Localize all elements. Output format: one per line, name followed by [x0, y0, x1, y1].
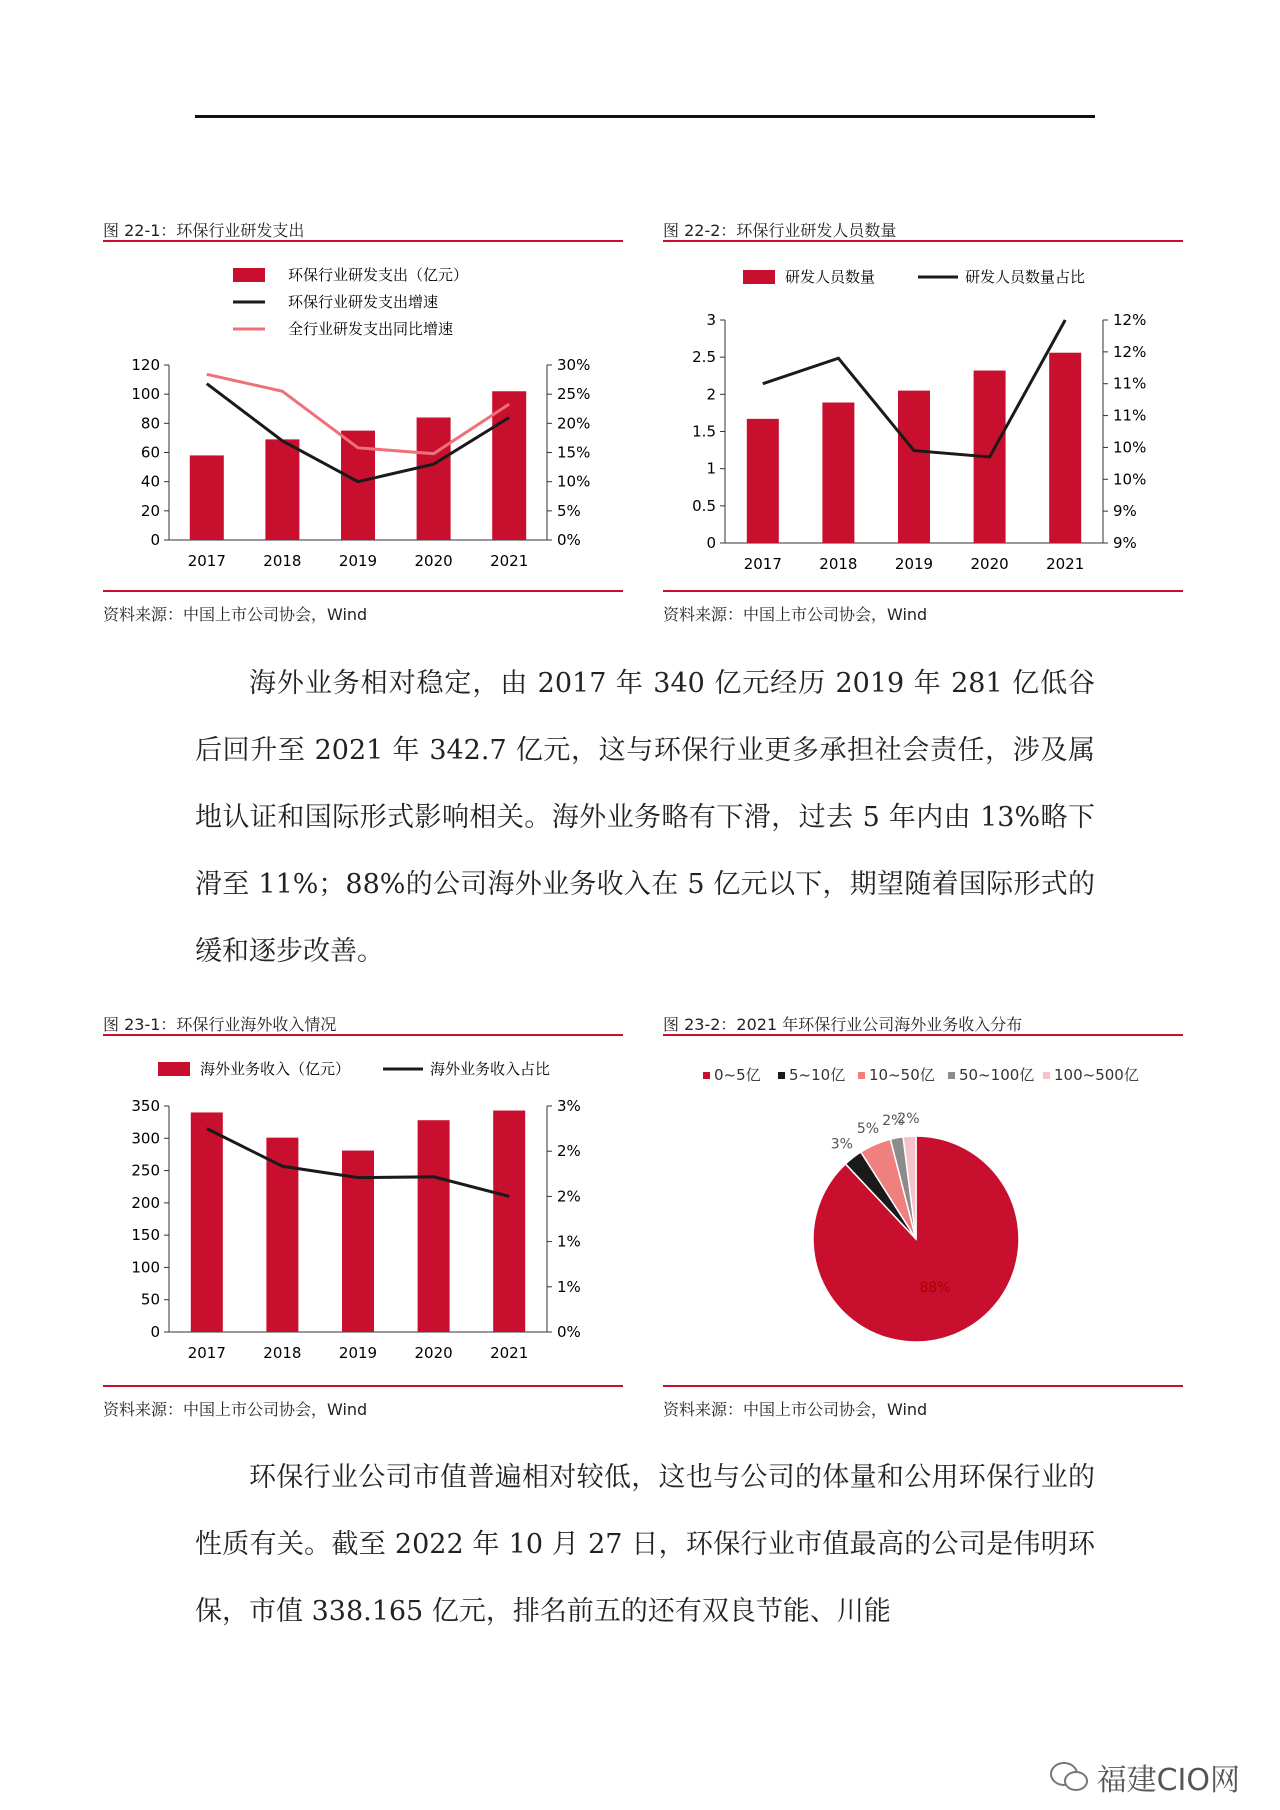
- fig23-2-bottom-rule: [663, 1385, 1183, 1387]
- y-tick-label: 0: [150, 531, 160, 549]
- bar: [898, 391, 930, 543]
- y-tick-label: 1.5: [692, 422, 716, 441]
- x-tick-label: 2021: [490, 552, 529, 570]
- y2-tick-label: 10%: [1113, 438, 1147, 457]
- legend-label: 10~50亿: [869, 1066, 935, 1084]
- fig22-1-bottom-rule: [103, 590, 623, 592]
- y2-tick-label: 12%: [1113, 342, 1147, 361]
- y-tick-label: 1: [706, 459, 716, 478]
- y-tick-label: 40: [140, 472, 160, 491]
- y-tick-label: 2.5: [692, 348, 716, 367]
- bar: [418, 1120, 450, 1332]
- y2-tick-label: 9%: [1113, 502, 1137, 521]
- x-tick-label: 2020: [414, 552, 453, 570]
- fig23-1-source: 资料来源：中国上市公司协会，Wind: [103, 1400, 368, 1419]
- y-tick-label: 20: [140, 501, 160, 520]
- legend-swatch-bar: [233, 268, 265, 282]
- y2-tick-label: 30%: [557, 356, 591, 374]
- legend-label: 环保行业研发支出增速: [288, 293, 439, 311]
- x-tick-label: 2019: [338, 552, 378, 570]
- legend-label: 海外业务收入占比: [430, 1060, 551, 1078]
- y2-tick-label: 15%: [557, 443, 591, 462]
- y2-tick-label: 10%: [557, 472, 591, 491]
- fig22-1-plot: [131, 356, 590, 570]
- legend-swatch-bar: [158, 1062, 190, 1076]
- y2-tick-label: 2%: [557, 1187, 581, 1206]
- y-tick-label: 2: [706, 385, 716, 404]
- bar: [747, 419, 779, 543]
- fig22-1-top-rule: [103, 240, 623, 242]
- x-tick-label: 2019: [894, 555, 934, 573]
- y2-tick-label: 11%: [1113, 374, 1147, 393]
- bar: [417, 418, 451, 541]
- body-paragraph-2: 环保行业公司市值普遍相对较低，这也与公司的体量和公用环保行业的性质有关。截至 2022 年 10 月 27 日，环保行业市值最高的公司是伟明环保，市值 338.165 亿元，排名前五的还有双良节能、川能: [195, 1462, 1095, 1627]
- legend-label: 研发人员数量: [785, 268, 876, 286]
- fig22-1-source: 资料来源：中国上市公司协会，Wind: [103, 605, 368, 624]
- legend-label: 全行业研发支出同比增速: [288, 320, 454, 338]
- x-tick-label: 2019: [338, 1344, 378, 1362]
- x-tick-label: 2017: [187, 1344, 226, 1362]
- chat-icon: [1049, 1760, 1089, 1794]
- bar: [1049, 353, 1081, 543]
- legend-label: 海外业务收入（亿元）: [200, 1060, 351, 1078]
- y2-tick-label: 20%: [557, 414, 591, 433]
- legend-marker: [1043, 1072, 1050, 1079]
- y-tick-label: 0.5: [692, 496, 716, 515]
- y-tick-label: 200: [131, 1193, 160, 1212]
- x-tick-label: 2017: [743, 555, 782, 573]
- legend-marker: [948, 1072, 955, 1079]
- y-tick-label: 100: [131, 385, 160, 404]
- fig23-2-source: 资料来源：中国上市公司协会，Wind: [663, 1400, 928, 1419]
- y-tick-label: 0: [706, 534, 716, 552]
- y2-tick-label: 12%: [1113, 311, 1147, 329]
- slice-label: 88%: [919, 1279, 951, 1296]
- y2-tick-label: 10%: [1113, 470, 1147, 489]
- slice-label: 3%: [830, 1136, 853, 1153]
- y2-tick-label: 9%: [1113, 534, 1137, 552]
- fig22-1-caption: 图 22-1：环保行业研发支出: [103, 221, 305, 240]
- legend-marker: [858, 1072, 865, 1079]
- legend-label: 100~500亿: [1054, 1066, 1139, 1084]
- fig23-1-chart: [103, 1044, 623, 1379]
- fig23-1-plot: [131, 1097, 580, 1362]
- header-rule: [195, 115, 1095, 118]
- bar: [265, 439, 299, 540]
- fig22-2-chart: [663, 250, 1183, 585]
- watermark-text: 福建CIO网: [1096, 1763, 1240, 1798]
- watermark: [1049, 1755, 1240, 1799]
- legend-label: 50~100亿: [959, 1066, 1035, 1084]
- fig23-2-plot: [813, 1111, 1019, 1342]
- fig23-1-caption: 图 23-1：环保行业海外收入情况: [103, 1015, 337, 1034]
- body-paragraph-1: 海外业务相对稳定，由 2017 年 340 亿元经历 2019 年 281 亿低谷后回升至 2021 年 342.7 亿元，这与环保行业更多承担社会责任，涉及属地认证和国际形式影响相关。海外业务略有下滑，过去 5 年内由 13%略下滑至 11%；88%的公司海外业务收入在 5 亿元以下，期望随着国际形式的缓和逐步改善。: [195, 668, 1095, 967]
- y2-tick-label: 2%: [557, 1142, 581, 1161]
- bar: [191, 1112, 223, 1332]
- fig23-1-bottom-rule: [103, 1385, 623, 1387]
- fig22-1-chart: [103, 250, 623, 585]
- x-tick-label: 2018: [263, 1344, 302, 1362]
- legend-label: 0~5亿: [714, 1066, 761, 1084]
- x-tick-label: 2021: [1046, 555, 1085, 573]
- fig23-1-top-rule: [103, 1034, 623, 1036]
- fig23-2-chart: [663, 1044, 1183, 1379]
- legend-marker: [703, 1072, 710, 1079]
- legend-label: 研发人员数量占比: [965, 268, 1086, 286]
- y-tick-label: 250: [131, 1161, 160, 1180]
- x-tick-label: 2020: [414, 1344, 453, 1362]
- legend-label: 5~10亿: [789, 1066, 846, 1084]
- fig23-2-caption: 图 23-2：2021 年环保行业公司海外业务收入分布: [663, 1015, 1023, 1034]
- y2-tick-label: 25%: [557, 385, 591, 404]
- fig23-2-top-rule: [663, 1034, 1183, 1036]
- fig22-2-top-rule: [663, 240, 1183, 242]
- y-tick-label: 3: [706, 311, 716, 329]
- y2-tick-label: 1%: [557, 1277, 581, 1296]
- y-tick-label: 60: [140, 443, 160, 462]
- y2-tick-label: 0%: [557, 1323, 581, 1341]
- y-tick-label: 300: [131, 1129, 160, 1148]
- legend-label: 环保行业研发支出（亿元）: [288, 266, 469, 284]
- x-tick-label: 2021: [490, 1344, 529, 1362]
- x-tick-label: 2018: [263, 552, 302, 570]
- fig22-2-bottom-rule: [663, 590, 1183, 592]
- y-tick-label: 0: [150, 1323, 160, 1341]
- y2-tick-label: 3%: [557, 1097, 581, 1115]
- slice-label: 5%: [856, 1120, 880, 1137]
- y-tick-label: 50: [140, 1290, 160, 1309]
- y2-tick-label: 0%: [557, 531, 581, 549]
- pie-legend: [703, 1066, 1139, 1084]
- y-tick-label: 150: [131, 1226, 160, 1245]
- fig22-2-caption: 图 22-2：环保行业研发人员数量: [663, 221, 897, 240]
- bar: [493, 1111, 525, 1332]
- fig22-2-plot: [692, 311, 1146, 573]
- x-tick-label: 2020: [970, 555, 1009, 573]
- bar: [190, 455, 224, 540]
- x-tick-label: 2017: [187, 552, 226, 570]
- slice-label: 2%: [897, 1111, 920, 1128]
- y2-tick-label: 1%: [557, 1232, 581, 1251]
- y-tick-label: 100: [131, 1258, 160, 1277]
- legend-marker: [778, 1072, 785, 1079]
- x-tick-label: 2018: [819, 555, 858, 573]
- legend-swatch-bar: [743, 270, 775, 284]
- bar: [822, 403, 854, 543]
- fig22-2-source: 资料来源：中国上市公司协会，Wind: [663, 605, 928, 624]
- y2-tick-label: 5%: [557, 501, 581, 520]
- y2-tick-label: 11%: [1113, 406, 1147, 425]
- slice-label: 2%: [882, 1113, 905, 1130]
- y-tick-label: 80: [140, 414, 160, 433]
- y-tick-label: 120: [131, 356, 160, 374]
- y-tick-label: 350: [131, 1097, 160, 1115]
